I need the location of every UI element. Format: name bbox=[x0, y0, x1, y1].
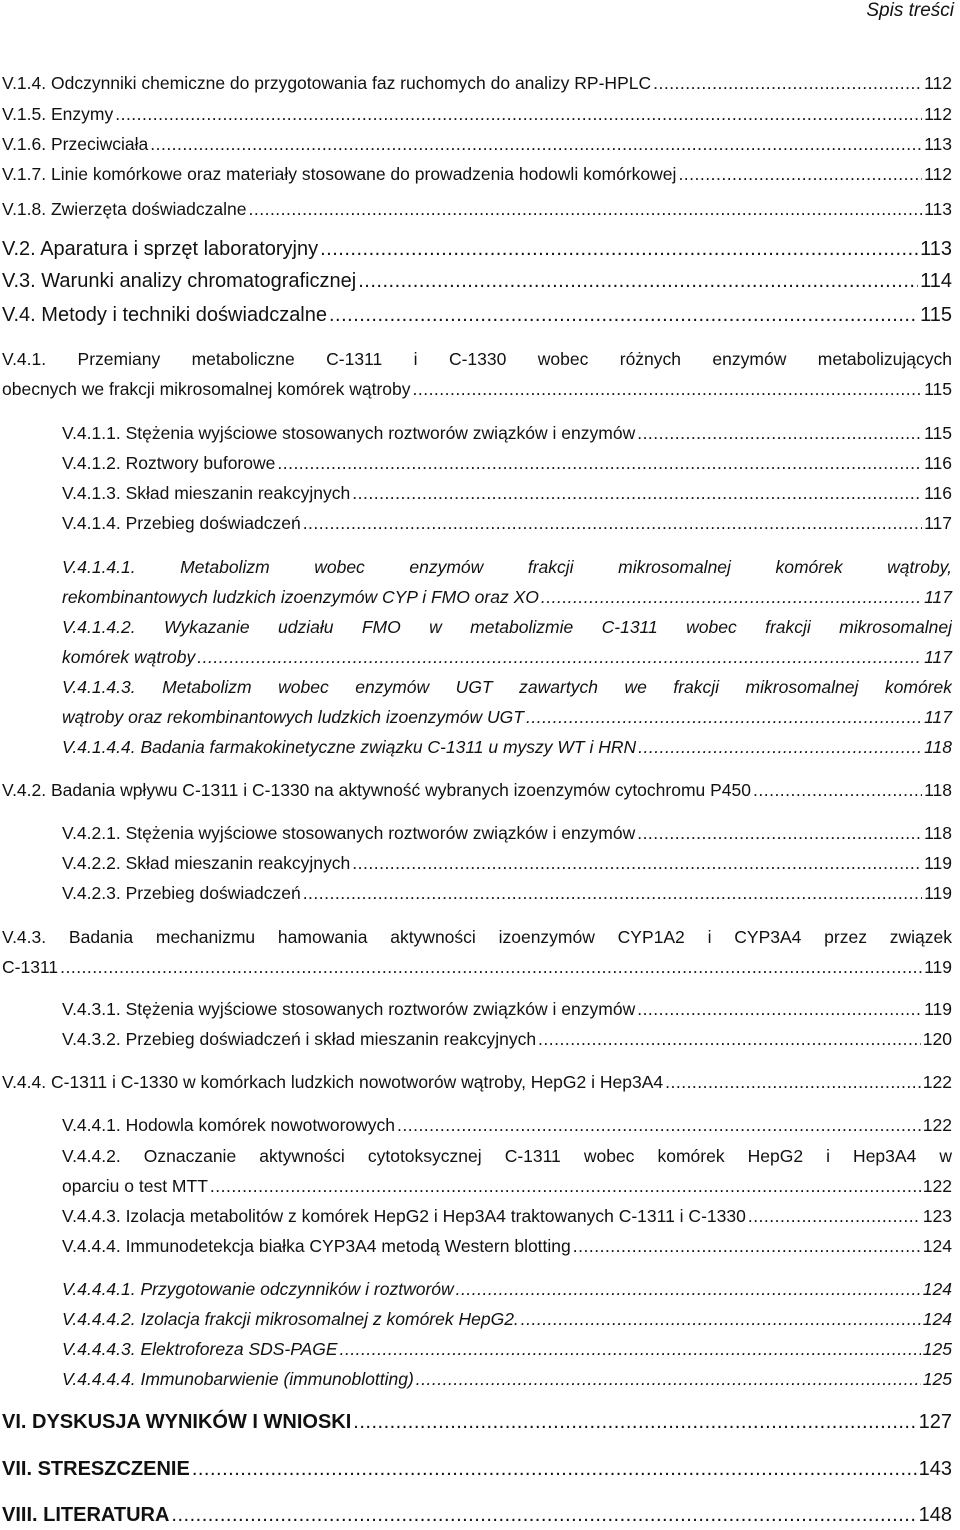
toc-entry-page: 119 bbox=[924, 999, 952, 1019]
toc-entry[interactable] bbox=[62, 448, 952, 478]
toc-entry-page: 127 bbox=[918, 1411, 952, 1433]
toc-entry-label: rekombinantowych ludzkich izoenzymów CYP i FMO oraz XO bbox=[62, 587, 539, 607]
toc-entry[interactable] bbox=[2, 775, 952, 805]
dot-leader bbox=[753, 775, 922, 805]
toc-entry[interactable] bbox=[2, 266, 952, 296]
toc-entry[interactable] bbox=[62, 1201, 952, 1231]
dot-leader bbox=[303, 878, 922, 908]
toc-entry-label: V.4.2. Badania wpływu C-1311 i C-1330 na aktywność wybranych izoenzymów cytochromu P450 bbox=[2, 780, 751, 800]
dot-leader bbox=[115, 99, 922, 129]
toc-entry-label-line1: V.4.3. Badania mechanizmu hamowania aktywności izoenzymów CYP1A2 i CYP3A4 przez związek bbox=[2, 927, 952, 947]
dot-leader bbox=[358, 266, 918, 296]
dot-leader bbox=[748, 1201, 921, 1231]
dot-leader bbox=[150, 129, 922, 159]
toc-entry-label: V.1.7. Linie komórkowe oraz materiały stosowane do prowadzenia hodowli komórkowej bbox=[2, 164, 677, 184]
toc-entry-label: V.4. Metody i techniki doświadczalne bbox=[2, 304, 327, 326]
dot-leader bbox=[638, 732, 922, 762]
dot-leader bbox=[653, 68, 922, 98]
toc-entry-label: V.4.4.4.2. Izolacja frakcji mikrosomalnej z komórek HepG2. bbox=[62, 1309, 519, 1329]
toc-entry[interactable] bbox=[62, 1364, 952, 1394]
dot-leader bbox=[456, 1274, 921, 1304]
toc-entry-label-line1: V.4.1.4.2. Wykazanie udziału FMO w metabolizmie C-1311 wobec frakcji mikrosomalnej bbox=[62, 617, 952, 637]
toc-entry[interactable] bbox=[62, 848, 952, 878]
toc-entry-label: wątroby oraz rekombinantowych ludzkich izoenzymów UGT bbox=[62, 707, 524, 727]
toc-entry-label: C-1311 bbox=[2, 957, 59, 977]
dot-leader bbox=[637, 818, 922, 848]
toc-entry[interactable] bbox=[2, 1500, 952, 1530]
toc-entry-label: V.1.4. Odczynniki chemiczne do przygotowania faz ruchomych do analizy RP-HPLC bbox=[2, 73, 652, 93]
toc-entry-page: 115 bbox=[924, 423, 952, 443]
header-title: Spis treści bbox=[866, 0, 954, 21]
dot-leader bbox=[353, 1407, 916, 1437]
toc-entry[interactable] bbox=[62, 818, 952, 848]
toc-entry-page: 143 bbox=[918, 1458, 952, 1480]
dot-leader bbox=[521, 1304, 921, 1334]
toc-entry[interactable] bbox=[2, 194, 952, 224]
toc-entry-label: V.4.4.4.3. Elektroforeza SDS-PAGE bbox=[62, 1339, 338, 1359]
dot-leader bbox=[526, 702, 922, 732]
dot-leader bbox=[171, 1500, 916, 1530]
toc-entry[interactable] bbox=[62, 1334, 952, 1364]
toc-entry-page: 124 bbox=[922, 1236, 952, 1256]
toc-entry-label: V.4.3.1. Stężenia wyjściowe stosowanych roztworów związków i enzymów bbox=[62, 999, 636, 1019]
toc-entry[interactable] bbox=[62, 672, 952, 732]
dot-leader bbox=[197, 642, 922, 672]
toc-entry[interactable] bbox=[2, 1407, 952, 1437]
dot-leader bbox=[60, 952, 922, 982]
toc-entry-label: V.4.3.2. Przebieg doświadczeń i skład mieszanin reakcyjnych bbox=[62, 1029, 537, 1049]
toc-entry-label: V.1.8. Zwierzęta doświadczalne bbox=[2, 199, 247, 219]
toc-entry-label-line1: V.4.1.4.1. Metabolizm wobec enzymów frakcji mikrosomalnej komórek wątroby, bbox=[62, 557, 952, 577]
toc-entry-page: 117 bbox=[924, 513, 952, 533]
dot-leader bbox=[637, 418, 922, 448]
toc-entry-page: 117 bbox=[924, 647, 952, 667]
toc-entry-label: oparciu o test MTT bbox=[62, 1176, 208, 1196]
toc-entry-page: 123 bbox=[922, 1206, 952, 1226]
toc-entry-page: 118 bbox=[924, 823, 952, 843]
dot-leader bbox=[249, 194, 923, 224]
toc-entry-label: V.4.4.4.4. Immunobarwienie (immunoblotting) bbox=[62, 1369, 414, 1389]
toc-entry-label-line1: V.4.1. Przemiany metaboliczne C-1311 i C-1330 wobec różnych enzymów metabolizujących bbox=[2, 349, 952, 369]
toc-entry-page: 122 bbox=[922, 1115, 952, 1135]
toc-entry-label-line1: V.4.4.2. Oznaczanie aktywności cytotoksycznej C-1311 wobec komórek HepG2 i Hep3A4 w bbox=[62, 1146, 952, 1166]
toc-entry-label: V.4.4.1. Hodowla komórek nowotworowych bbox=[62, 1115, 395, 1135]
toc-entry[interactable] bbox=[62, 552, 952, 612]
toc-entry-label: V.2. Aparatura i sprzęt laboratoryjny bbox=[2, 238, 319, 260]
toc-entry-page: 118 bbox=[924, 737, 952, 757]
toc-entry-page: 125 bbox=[922, 1339, 952, 1359]
toc-entry-page: 112 bbox=[924, 104, 952, 124]
toc-entry-page: 113 bbox=[920, 238, 952, 260]
toc-entry-page: 119 bbox=[924, 853, 952, 873]
toc-entry-label: VIII. LITERATURA bbox=[2, 1504, 170, 1526]
toc-entry-page: 115 bbox=[924, 379, 952, 399]
toc-entry[interactable] bbox=[62, 732, 952, 762]
toc-entry-page: 118 bbox=[924, 780, 952, 800]
toc-entry-label: V.4.1.1. Stężenia wyjściowe stosowanych roztworów związków i enzymów bbox=[62, 423, 636, 443]
dot-leader bbox=[340, 1334, 921, 1364]
toc-entry[interactable] bbox=[62, 1110, 952, 1140]
toc-entry[interactable] bbox=[2, 234, 952, 264]
toc-entry[interactable] bbox=[62, 1304, 952, 1334]
toc-entry-page: 117 bbox=[924, 707, 952, 727]
toc-entry-page: 124 bbox=[922, 1309, 952, 1329]
toc-entry[interactable] bbox=[62, 508, 952, 538]
toc-entry-label: V.4.4.4.1. Przygotowanie odczynników i roztworów bbox=[62, 1279, 454, 1299]
toc-entry[interactable] bbox=[2, 99, 952, 129]
toc-entry[interactable] bbox=[62, 1024, 952, 1054]
toc-entry-label: V.4.4.3. Izolacja metabolitów z komórek HepG2 i Hep3A4 traktowanych C-1311 i C-1330 bbox=[62, 1206, 746, 1226]
toc-entry-label: V.4.4. C-1311 i C-1330 w komórkach ludzkich nowotworów wątroby, HepG2 i Hep3A4 bbox=[2, 1072, 664, 1092]
dot-leader bbox=[329, 300, 918, 330]
toc-entry-page: 113 bbox=[924, 134, 952, 154]
toc-entry-label: V.1.5. Enzymy bbox=[2, 104, 114, 124]
dot-leader bbox=[678, 159, 922, 189]
toc-entry[interactable] bbox=[62, 1274, 952, 1304]
toc-entry[interactable] bbox=[62, 994, 952, 1024]
toc-entry-page: 112 bbox=[924, 73, 952, 93]
dot-leader bbox=[541, 582, 922, 612]
dot-leader bbox=[416, 1364, 921, 1394]
toc-entry-page: 113 bbox=[924, 199, 952, 219]
toc-entry-page: 116 bbox=[924, 453, 952, 473]
toc-entry-page: 115 bbox=[920, 304, 952, 326]
toc-entry-label: V.4.1.3. Skład mieszanin reakcyjnych bbox=[62, 483, 351, 503]
toc-entry-label: VII. STRESZCZENIE bbox=[2, 1458, 190, 1480]
toc-entry[interactable] bbox=[62, 1231, 952, 1261]
toc-entry-label: obecnych we frakcji mikrosomalnej komórek wątroby bbox=[2, 379, 411, 399]
toc-entry-page: 117 bbox=[924, 587, 952, 607]
toc-entry-label: V.4.1.2. Roztwory buforowe bbox=[62, 453, 276, 473]
toc-entry[interactable] bbox=[2, 68, 952, 98]
toc-entry-page: 120 bbox=[922, 1029, 952, 1049]
toc-entry[interactable] bbox=[2, 300, 952, 330]
toc-entry-label: V.4.2.3. Przebieg doświadczeń bbox=[62, 883, 301, 903]
dot-leader bbox=[412, 374, 922, 404]
toc-entry-page: 116 bbox=[924, 483, 952, 503]
toc-entry[interactable] bbox=[2, 1067, 952, 1097]
dot-leader bbox=[573, 1231, 921, 1261]
toc-entry-label: V.4.2.2. Skład mieszanin reakcyjnych bbox=[62, 853, 351, 873]
toc-entry-label: komórek wątroby bbox=[62, 647, 196, 667]
toc-entry[interactable] bbox=[62, 1141, 952, 1201]
toc-entry-label: V.4.2.1. Stężenia wyjściowe stosowanych roztworów związków i enzymów bbox=[62, 823, 636, 843]
toc-entry[interactable] bbox=[62, 612, 952, 672]
toc-entry-label: V.3. Warunki analizy chromatograficznej bbox=[2, 270, 357, 292]
toc-entry-page: 119 bbox=[924, 957, 952, 977]
dot-leader bbox=[192, 1454, 917, 1484]
dot-leader bbox=[538, 1024, 921, 1054]
toc-entry[interactable] bbox=[2, 344, 952, 404]
dot-leader bbox=[303, 508, 922, 538]
dot-leader bbox=[352, 478, 922, 508]
toc-entry-page: 119 bbox=[924, 883, 952, 903]
dot-leader bbox=[665, 1067, 921, 1097]
toc-entry-page: 122 bbox=[922, 1072, 952, 1092]
toc-entry[interactable] bbox=[62, 878, 952, 908]
toc-entry-label: VI. DYSKUSJA WYNIKÓW I WNIOSKI bbox=[2, 1411, 352, 1433]
toc-entry-label-line1: V.4.1.4.3. Metabolizm wobec enzymów UGT zawartych we frakcji mikrosomalnej komórek bbox=[62, 677, 952, 697]
toc-entry-page: 124 bbox=[922, 1279, 952, 1299]
toc-entry-label: V.4.1.4. Przebieg doświadczeń bbox=[62, 513, 301, 533]
dot-leader bbox=[637, 994, 922, 1024]
toc-entry-label: V.1.6. Przeciwciała bbox=[2, 134, 149, 154]
toc-entry-page: 122 bbox=[922, 1176, 952, 1196]
toc-entry[interactable] bbox=[2, 129, 952, 159]
toc-entry[interactable] bbox=[2, 159, 952, 189]
toc-entry[interactable] bbox=[62, 478, 952, 508]
toc-entry[interactable] bbox=[2, 922, 952, 982]
dot-leader bbox=[320, 234, 918, 264]
toc-entry-label: V.4.1.4.4. Badania farmakokinetyczne związku C-1311 u myszy WT i HRN bbox=[62, 737, 637, 757]
dot-leader bbox=[277, 448, 922, 478]
toc-entry[interactable] bbox=[62, 418, 952, 448]
toc-entry[interactable] bbox=[2, 1454, 952, 1484]
dot-leader bbox=[352, 848, 922, 878]
toc-entry-page: 112 bbox=[924, 164, 952, 184]
toc-entry-page: 125 bbox=[922, 1369, 952, 1389]
toc-entry-page: 148 bbox=[918, 1504, 952, 1526]
dot-leader bbox=[210, 1171, 921, 1201]
toc-entry-label: V.4.4.4. Immunodetekcja białka CYP3A4 metodą Western blotting bbox=[62, 1236, 571, 1256]
dot-leader bbox=[397, 1110, 921, 1140]
toc-entry-page: 114 bbox=[920, 270, 952, 292]
